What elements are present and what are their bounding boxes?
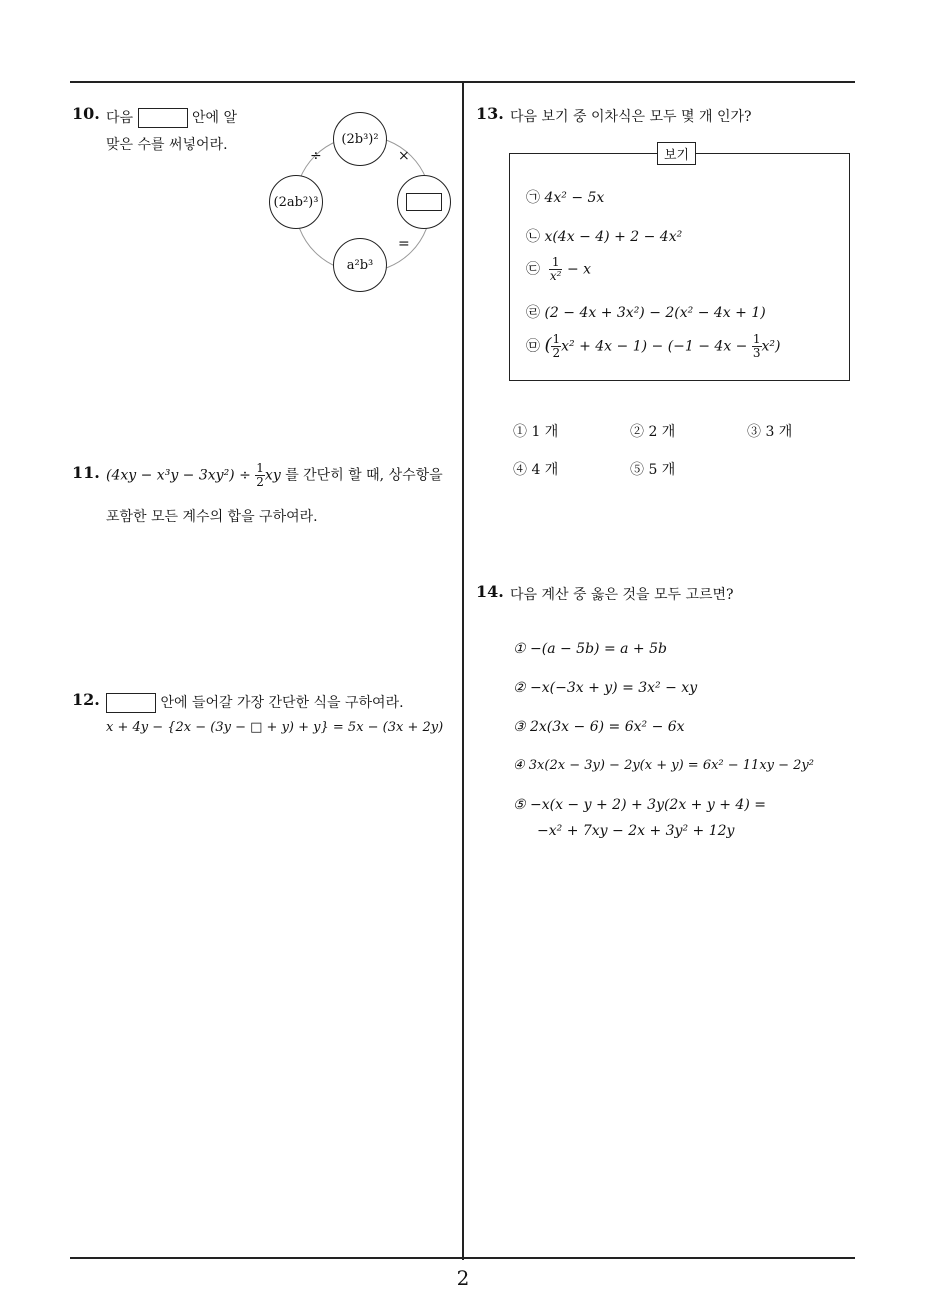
- q10-text1: 다음: [106, 110, 134, 126]
- q13-item3-fraction: $\frac{1}{\text{x²}}$: [549, 255, 562, 283]
- q13-number: 13.: [476, 104, 504, 123]
- q13-item5-fraction-b: $\frac{1}{3}$: [752, 332, 761, 360]
- q14-option-4[interactable]: ④ 3x(2x − 3y) − 2y(x + y) = 6x² − 11xy − 2y²: [513, 758, 814, 773]
- q13-item-3: ㉢ $\frac{1}{\text{x²}}$ − x: [526, 255, 592, 283]
- q11-line1: [106, 462, 443, 489]
- q10-circle-right: [397, 175, 451, 229]
- q13-item-2: ㉡ x(4x − 4) + 2 − 4x²: [526, 229, 683, 245]
- q10-multiply-sign: ×: [398, 148, 410, 164]
- q11-number: 11.: [72, 463, 100, 482]
- q13-item-5: ㉤ ( $\frac{1}{2}$ x² + 4x − 1) − (−1 − 4x − $\frac{1}{3}$ x²): [526, 332, 781, 360]
- q13-item5-fraction-a: $\frac{1}{2}$: [552, 332, 561, 360]
- q14-question: 다음 계산 중 옳은 것을 모두 고르면?: [510, 587, 734, 603]
- q10-text3: 맞은 수를 써넣어라.: [106, 137, 228, 153]
- q13-option-3[interactable]: ③ 3 개: [747, 424, 793, 440]
- q13-example-label: 보기: [657, 142, 696, 165]
- q10-number: 10.: [72, 104, 100, 123]
- q10-answer-box[interactable]: [406, 193, 442, 211]
- q13-option-4[interactable]: ④ 4 개: [513, 462, 559, 478]
- q11-fraction: $\frac{1}{2}$: [256, 461, 264, 489]
- q14-option-2[interactable]: ② −x(−3x + y) = 3x² − xy: [513, 680, 698, 696]
- q11-text2: 포함한 모든 계수의 합을 구하여라.: [106, 509, 318, 525]
- q10-circle-bottom: a²b³: [333, 238, 387, 292]
- q13-option-1[interactable]: ① 1 개: [513, 424, 559, 440]
- q13-option-5[interactable]: ⑤ 5 개: [630, 462, 676, 478]
- q10-circle-top: (2b³)²: [333, 112, 387, 166]
- q11-expression-tail: xy: [264, 467, 281, 484]
- q12-text1: 안에 들어갈 가장 간단한 식을 구하여라.: [160, 695, 404, 711]
- q10-circle-left: (2ab²)³: [269, 175, 323, 229]
- q12-number: 12.: [72, 690, 100, 709]
- q13-item-4: ㉣ (2 − 4x + 3x²) − 2(x² − 4x + 1): [526, 305, 766, 321]
- q10-blank-box[interactable]: [138, 108, 188, 128]
- q12-line1: [106, 692, 404, 713]
- q14-option-5[interactable]: ⑤ −x(x − y + 2) + 3y(2x + y + 4) =: [513, 797, 766, 813]
- q10-divide-sign: ÷: [310, 148, 322, 164]
- q14-option-3[interactable]: ③ 2x(3x − 6) = 6x² − 6x: [513, 719, 685, 735]
- q13-question: 다음 보기 중 이차식은 모두 몇 개 인가?: [510, 109, 752, 125]
- q10-equals-sign: =: [398, 236, 410, 252]
- q14-number: 14.: [476, 582, 504, 601]
- q14-option-1[interactable]: ① −(a − 5b) = a + 5b: [513, 641, 667, 657]
- q13-option-2[interactable]: ② 2 개: [630, 424, 676, 440]
- bottom-rule: [70, 1257, 855, 1259]
- q14-option-5-continued: −x² + 7xy − 2x + 3y² + 12y: [537, 823, 735, 839]
- q12-equation: x + 4y − {2x − (3y − □ + y) + y} = 5x − (3x + 2y): [106, 720, 444, 735]
- q11-expression: (4xy − x³y − 3xy²) ÷: [106, 467, 251, 484]
- q11-text1: 를 간단히 할 때, 상수항을: [285, 467, 443, 484]
- q10-text2: 안에 알: [191, 110, 237, 126]
- q12-blank-box[interactable]: [106, 693, 156, 713]
- q10-text-line1: [106, 107, 237, 128]
- q13-item-1: ㉠ 4x² − 5x: [526, 190, 605, 206]
- page-number: 2: [456, 1266, 470, 1290]
